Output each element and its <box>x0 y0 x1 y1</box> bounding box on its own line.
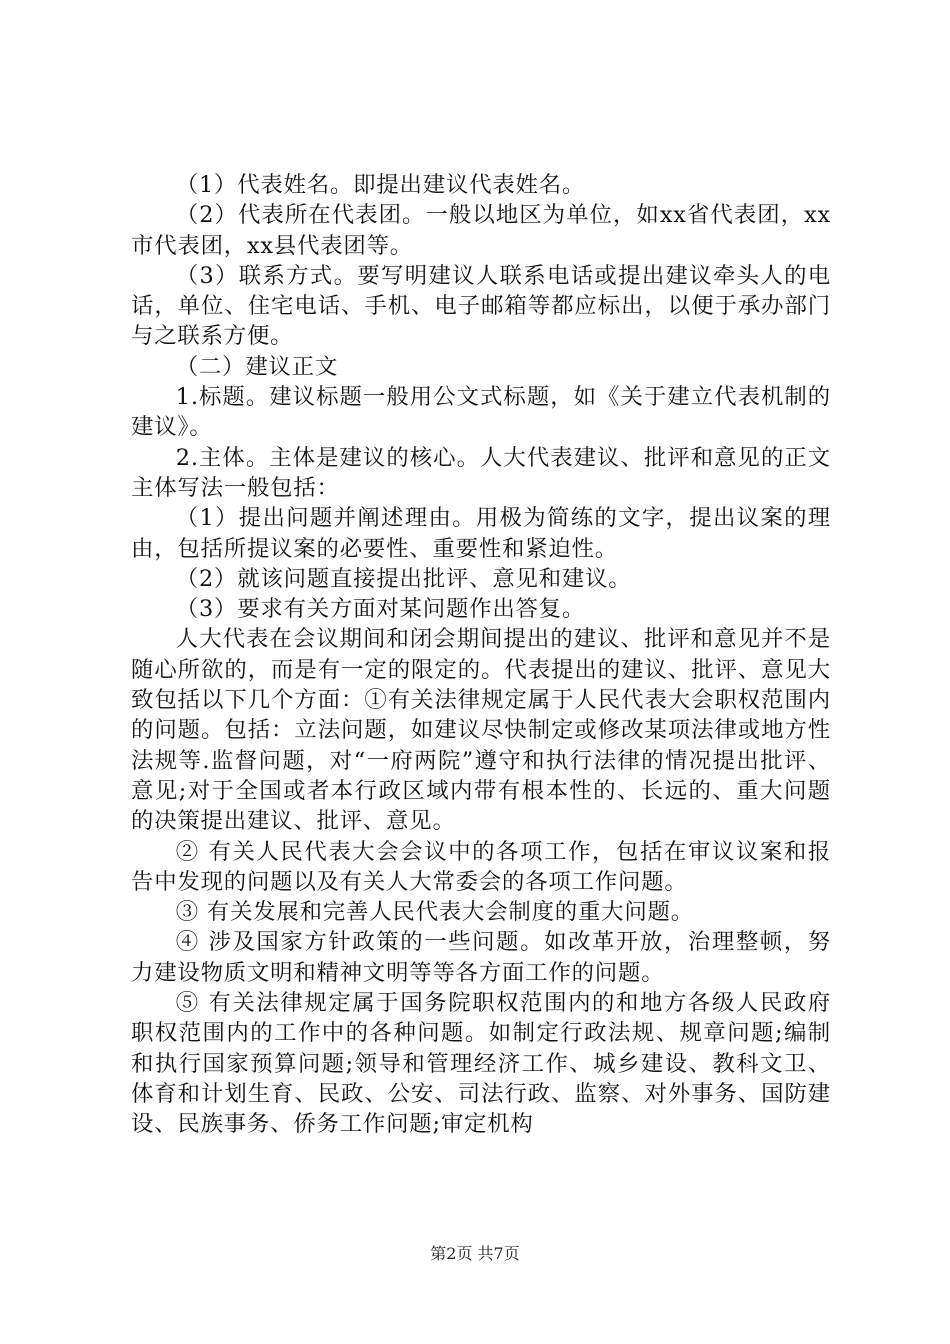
paragraph-main-body: 2.主体。主体是建议的核心。人大代表建议、批评和意见的正文主体写法一般包括： <box>131 444 831 501</box>
paragraph-title: 1.标题。建议标题一般用公文式标题，如《关于建立代表机制的建议》。 <box>131 384 831 441</box>
paragraph-item-3: ③ 有关发展和完善人民代表大会制度的重大问题。 <box>175 899 694 926</box>
paragraph-contact: （3）联系方式。要写明建议人联系电话或提出建议牵头人的电话，单位、住宅电话、手机、电子邮箱等都应标出，以便于承办部门与之联系方便。 <box>131 262 831 350</box>
paragraph-scope: 人大代表在会议期间和闭会期间提出的建议、批评和意见并不是随心所欲的，而是有一定的限定的。代表提出的建议、批评、意见大致包括以下几个方面：①有关法律规定属于人民代表大会职权范围内的问题。包括：立法问题，如建议尽快制定或修改某项法律或地方性法规等.监督问题，对“一府两院”遵守和执行法律的情况提出批评、意见;对于全国或者本行政区域内带有根本性的、长远的、重大问题的决策提出建议、批评、意见。 <box>131 626 831 835</box>
paragraph-delegate-name: （1）代表姓名。即提出建议代表姓名。 <box>175 172 586 198</box>
paragraph-item-4: ④ 涉及国家方针政策的一些问题。如改革开放，治理整顿，努力建设物质文明和精神文明等等各方面工作的问题。 <box>131 929 831 986</box>
paragraph-item-2: ② 有关人民代表大会会议中的各项工作，包括在审议议案和报告中发现的问题以及有关人大常委会的各项工作问题。 <box>131 838 831 895</box>
document-body <box>131 170 831 1140</box>
paragraph-reply: （3）要求有关方面对某问题作出答复。 <box>175 596 586 623</box>
page-number-footer: 第2页 共7页 <box>430 1244 520 1263</box>
section-heading-body: （二）建议正文 <box>175 353 339 380</box>
paragraph-item-5: ⑤ 有关法律规定属于国务院职权范围内的和地方各级人民政府职权范围内的工作中的各种问题。如制定行政法规、规章问题;编制和执行国家预算问题;领导和管理经济工作、城乡建设、教科文卫、体育和计划生育、民政、公安、司法行政、监察、对外事务、国防建设、民族事务、侨务工作问题;审定机构 <box>131 990 831 1138</box>
paragraph-delegation: （2）代表所在代表团。一般以地区为单位，如xx省代表团，xx市代表团，xx县代表团等。 <box>131 202 831 259</box>
paragraph-criticism: （2）就该问题直接提出批评、意见和建议。 <box>175 565 632 592</box>
paragraph-raise-issue: （1）提出问题并阐述理由。用极为简练的文字，提出议案的理由，包括所提议案的必要性、重要性和紧迫性。 <box>131 505 831 562</box>
